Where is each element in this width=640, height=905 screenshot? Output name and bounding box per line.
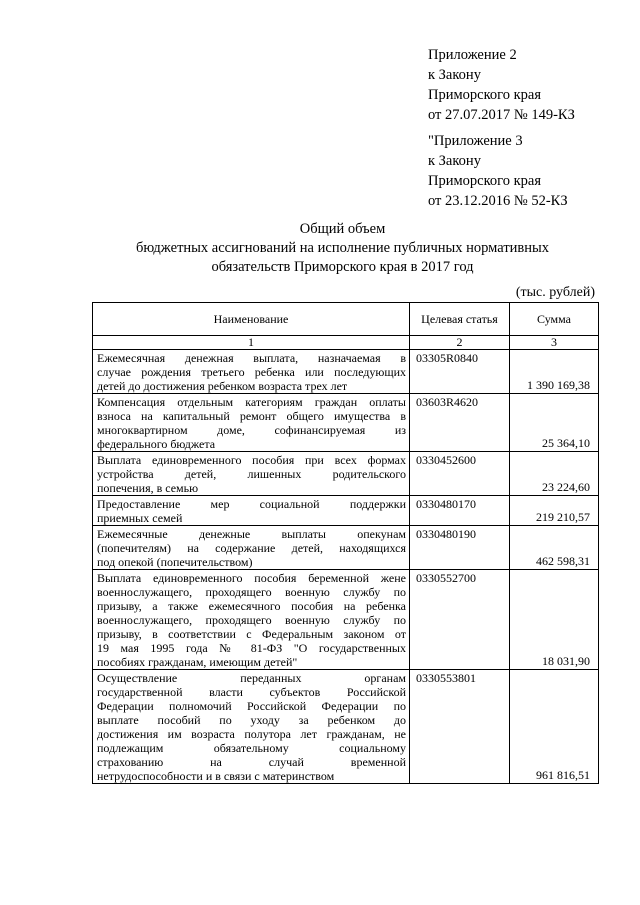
- table-row: [93, 570, 599, 670]
- title-line: бюджетных ассигнований на исполнение публичных нормативных: [135, 240, 550, 256]
- header-name: Наименование: [93, 303, 410, 336]
- row-name-line: федерального бюджета: [97, 437, 216, 451]
- annex-line: Приморского края: [428, 87, 542, 103]
- unit-label: (тыс. рублей): [515, 285, 595, 300]
- row-name-line: Осуществление переданных органам: [97, 671, 406, 685]
- annex-line: к Закону: [428, 153, 481, 169]
- row-name-line: военнослужащего, проходящего военную службу по: [97, 613, 406, 627]
- row-code: 0330552700: [410, 570, 510, 670]
- row-name-line: Выплата единовременного пособия беременной жене: [97, 571, 406, 585]
- column-number: 3: [510, 336, 599, 350]
- row-name-line: случае рождения третьего ребенка или последующих: [97, 365, 406, 379]
- row-code: 0330480190: [410, 526, 510, 570]
- row-sum: 1 390 169,38: [510, 350, 599, 394]
- annex-header-new: [428, 45, 575, 125]
- row-name-line: военнослужащего, проходящего военную службу по: [97, 585, 406, 599]
- row-name-line: Ежемесячная денежная выплата, назначаемая в: [97, 351, 406, 365]
- row-sum: 23 224,60: [510, 452, 599, 496]
- row-code: 0330452600: [410, 452, 510, 496]
- row-name-line: призыву, в соответствии с Федеральным законом от: [97, 627, 406, 641]
- title-line: обязательств Приморского края в 2017 год: [211, 259, 474, 275]
- row-name-line: страхованию на случай временной: [97, 755, 406, 769]
- annex-line: Приложение 2: [428, 47, 517, 63]
- row-sum: 462 598,31: [510, 526, 599, 570]
- row-name-line: попечения, в семью: [97, 481, 199, 495]
- row-name: [93, 670, 410, 784]
- annex-line: от 27.07.2017 № 149-КЗ: [428, 107, 575, 123]
- row-name: [93, 570, 410, 670]
- row-name-line: Ежемесячные денежные выплаты опекунам: [97, 527, 406, 541]
- title-line: Общий объем: [299, 221, 386, 237]
- row-name-line: приемных семей: [97, 511, 183, 525]
- table-row: [93, 496, 599, 526]
- row-name-line: выплате пособий по уходу за ребенком до: [97, 713, 406, 727]
- table-row: [93, 670, 599, 784]
- annex-header-original: [428, 131, 568, 211]
- row-name-line: устройства детей, лишенных родительского: [97, 467, 406, 481]
- table-row: [93, 394, 599, 452]
- row-name: [93, 350, 410, 394]
- annex-line: к Закону: [428, 67, 481, 83]
- table-row: [93, 526, 599, 570]
- row-code: 03603R4620: [410, 394, 510, 452]
- annex-line: Приморского края: [428, 173, 542, 189]
- row-name-line: Компенсация отдельным категориям граждан оплаты: [97, 395, 406, 409]
- document-title: [90, 220, 595, 277]
- table-row: [93, 350, 599, 394]
- row-name-line: достижения им возраста полутора лет гражданам, не: [97, 727, 406, 741]
- row-name-line: подлежащим обязательному социальному: [97, 741, 406, 755]
- row-code: 0330480170: [410, 496, 510, 526]
- row-name: [93, 394, 410, 452]
- row-name-line: (попечителям) на содержание детей, находящихся: [97, 541, 406, 555]
- table-row: [93, 452, 599, 496]
- budget-table: [92, 302, 599, 784]
- row-sum: 18 031,90: [510, 570, 599, 670]
- row-name: [93, 452, 410, 496]
- row-name-line: государственной власти субъектов Российской: [97, 685, 406, 699]
- column-number: 2: [410, 336, 510, 350]
- row-name-line: Федерации полномочий Российской Федерации по: [97, 699, 406, 713]
- row-sum: 961 816,51: [510, 670, 599, 784]
- column-number: 1: [93, 336, 410, 350]
- annex-line: "Приложение 3: [428, 133, 523, 149]
- row-name-line: детей до достижения ребенком возраста трех лет: [97, 379, 348, 393]
- row-code: 03305R0840: [410, 350, 510, 394]
- row-name-line: под опекой (попечительством): [97, 555, 253, 569]
- row-name-line: призыву, а также ежемесячного пособия на ребенка: [97, 599, 406, 613]
- row-name-line: Предоставление мер социальной поддержки: [97, 497, 406, 511]
- annex-line: от 23.12.2016 № 52-КЗ: [428, 193, 568, 209]
- row-sum: 25 364,10: [510, 394, 599, 452]
- row-name-line: пособиях гражданам, имеющим детей": [97, 655, 298, 669]
- row-sum: 219 210,57: [510, 496, 599, 526]
- row-name-line: нетрудоспособности и в связи с материнством: [97, 769, 335, 783]
- row-name-line: 19 мая 1995 года № 81-ФЗ "О государственных: [97, 641, 406, 655]
- row-name: [93, 496, 410, 526]
- row-name-line: Выплата единовременного пособия при всех формах: [97, 453, 406, 467]
- row-name: [93, 526, 410, 570]
- header-sum: Сумма: [510, 303, 599, 336]
- row-name-line: многоквартирном доме, софинансируемая из: [97, 423, 406, 437]
- row-name-line: взноса на капитальный ремонт общего имущества в: [97, 409, 406, 423]
- row-code: 0330553801: [410, 670, 510, 784]
- table-body: [93, 350, 599, 784]
- header-code: Целевая статья: [410, 303, 510, 336]
